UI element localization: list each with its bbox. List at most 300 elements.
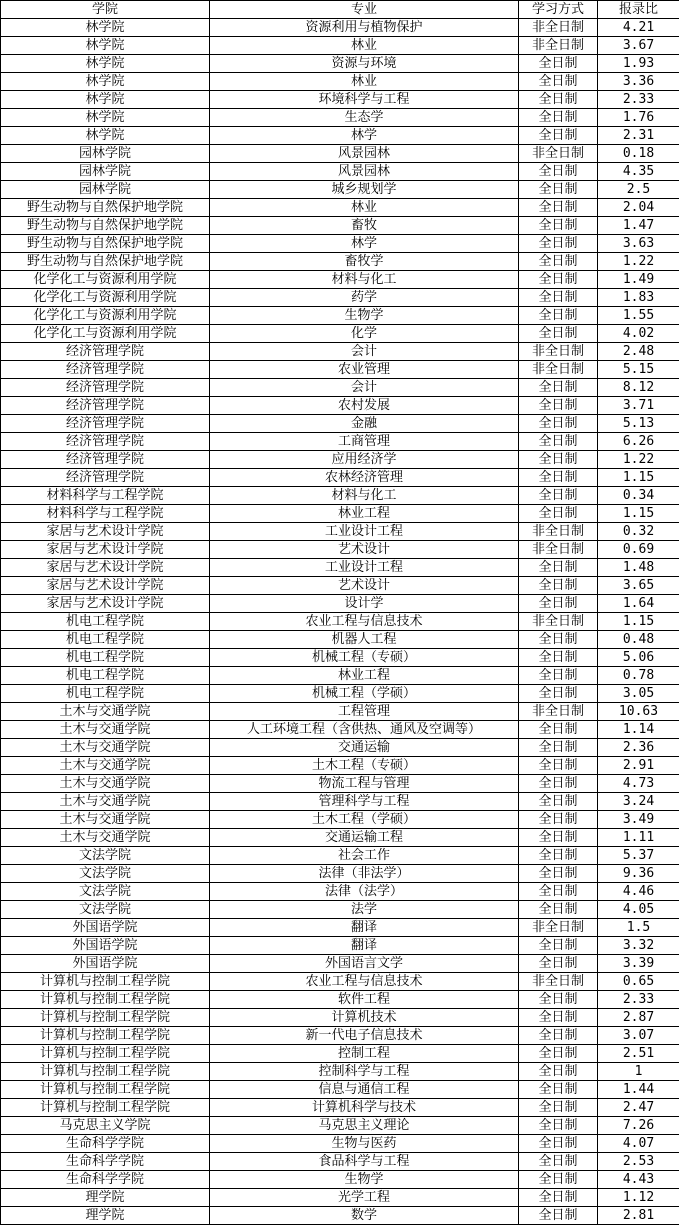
- table-row: [1, 1189, 679, 1207]
- table-row: [1, 469, 679, 487]
- college-cell: 家居与艺术设计学院: [1, 559, 210, 577]
- study-mode-cell: 全日制: [519, 1027, 598, 1045]
- table-row: [1, 1135, 679, 1153]
- ratio-cell: 1.15: [598, 505, 679, 523]
- study-mode-cell: 非全日制: [519, 37, 598, 55]
- study-mode-cell: 全日制: [519, 1135, 598, 1153]
- study-mode-cell: 全日制: [519, 181, 598, 199]
- ratio-cell: 3.05: [598, 685, 679, 703]
- major-cell: 光学工程: [210, 1189, 519, 1207]
- college-cell: 野生动物与自然保护地学院: [1, 253, 210, 271]
- study-mode-cell: 全日制: [519, 505, 598, 523]
- ratio-cell: 1.44: [598, 1081, 679, 1099]
- college-cell: 计算机与控制工程学院: [1, 1009, 210, 1027]
- study-mode-cell: 全日制: [519, 721, 598, 739]
- study-mode-cell: 全日制: [519, 55, 598, 73]
- major-cell: 食品科学与工程: [210, 1153, 519, 1171]
- ratio-cell: 5.13: [598, 415, 679, 433]
- ratio-cell: 0.32: [598, 523, 679, 541]
- ratio-cell: 1.15: [598, 613, 679, 631]
- ratio-cell: 5.06: [598, 649, 679, 667]
- ratio-cell: 4.21: [598, 19, 679, 37]
- study-mode-cell: 非全日制: [519, 19, 598, 37]
- study-mode-cell: 全日制: [519, 811, 598, 829]
- study-mode-cell: 全日制: [519, 433, 598, 451]
- ratio-cell: 2.5: [598, 181, 679, 199]
- major-cell: 林业: [210, 37, 519, 55]
- table-row: [1, 127, 679, 145]
- ratio-cell: 3.32: [598, 937, 679, 955]
- college-cell: 化学化工与资源利用学院: [1, 289, 210, 307]
- college-cell: 机电工程学院: [1, 613, 210, 631]
- college-cell: 家居与艺术设计学院: [1, 541, 210, 559]
- college-cell: 家居与艺术设计学院: [1, 577, 210, 595]
- table-row: [1, 811, 679, 829]
- study-mode-cell: 全日制: [519, 91, 598, 109]
- table-row: [1, 703, 679, 721]
- major-cell: 交通运输工程: [210, 829, 519, 847]
- ratio-cell: 1.22: [598, 253, 679, 271]
- table-row: [1, 289, 679, 307]
- table-row: [1, 865, 679, 883]
- major-cell: 数学: [210, 1207, 519, 1225]
- study-mode-cell: 非全日制: [519, 703, 598, 721]
- major-cell: 农林经济管理: [210, 469, 519, 487]
- ratio-cell: 2.81: [598, 1207, 679, 1225]
- study-mode-cell: 全日制: [519, 397, 598, 415]
- ratio-cell: 2.47: [598, 1099, 679, 1117]
- college-cell: 林学院: [1, 55, 210, 73]
- table-row: [1, 595, 679, 613]
- table-row: [1, 271, 679, 289]
- major-cell: 新一代电子信息技术: [210, 1027, 519, 1045]
- study-mode-cell: 全日制: [519, 685, 598, 703]
- study-mode-cell: 全日制: [519, 109, 598, 127]
- major-cell: 土木工程（专硕）: [210, 757, 519, 775]
- college-cell: 材料科学与工程学院: [1, 505, 210, 523]
- college-cell: 化学化工与资源利用学院: [1, 307, 210, 325]
- study-mode-cell: 全日制: [519, 1045, 598, 1063]
- major-cell: 设计学: [210, 595, 519, 613]
- college-cell: 土木与交通学院: [1, 739, 210, 757]
- college-cell: 计算机与控制工程学院: [1, 1045, 210, 1063]
- table-row: [1, 883, 679, 901]
- ratio-cell: 2.31: [598, 127, 679, 145]
- table-row: [1, 37, 679, 55]
- table-row: [1, 721, 679, 739]
- college-cell: 经济管理学院: [1, 397, 210, 415]
- table-row: [1, 361, 679, 379]
- ratio-cell: 1.22: [598, 451, 679, 469]
- table-row: [1, 253, 679, 271]
- college-cell: 林学院: [1, 73, 210, 91]
- major-cell: 机器人工程: [210, 631, 519, 649]
- ratio-cell: 1.83: [598, 289, 679, 307]
- study-mode-cell: 非全日制: [519, 343, 598, 361]
- study-mode-cell: 全日制: [519, 577, 598, 595]
- study-mode-cell: 全日制: [519, 865, 598, 883]
- study-mode-cell: 全日制: [519, 667, 598, 685]
- table-row: [1, 667, 679, 685]
- table-body: [1, 19, 679, 1225]
- ratio-cell: 1.15: [598, 469, 679, 487]
- table-row: [1, 1081, 679, 1099]
- college-cell: 家居与艺术设计学院: [1, 523, 210, 541]
- ratio-cell: 2.91: [598, 757, 679, 775]
- major-cell: 软件工程: [210, 991, 519, 1009]
- ratio-cell: 4.35: [598, 163, 679, 181]
- major-cell: 林业工程: [210, 505, 519, 523]
- major-cell: 林学: [210, 235, 519, 253]
- ratio-cell: 0.69: [598, 541, 679, 559]
- ratio-cell: 0.34: [598, 487, 679, 505]
- college-cell: 林学院: [1, 37, 210, 55]
- major-cell: 农业工程与信息技术: [210, 613, 519, 631]
- study-mode-cell: 全日制: [519, 379, 598, 397]
- major-cell: 林业: [210, 73, 519, 91]
- header-row: [1, 1, 679, 19]
- ratio-cell: 0.18: [598, 145, 679, 163]
- table-row: [1, 325, 679, 343]
- study-mode-cell: 非全日制: [519, 523, 598, 541]
- major-cell: 生物与医药: [210, 1135, 519, 1153]
- ratio-cell: 2.33: [598, 91, 679, 109]
- ratio-cell: 1.49: [598, 271, 679, 289]
- ratio-cell: 8.12: [598, 379, 679, 397]
- study-mode-cell: 全日制: [519, 325, 598, 343]
- ratio-cell: 1.14: [598, 721, 679, 739]
- ratio-cell: 3.39: [598, 955, 679, 973]
- college-cell: 园林学院: [1, 163, 210, 181]
- college-cell: 机电工程学院: [1, 631, 210, 649]
- header-college: 学院: [1, 1, 210, 19]
- college-cell: 土木与交通学院: [1, 775, 210, 793]
- ratio-cell: 5.15: [598, 361, 679, 379]
- table-row: [1, 19, 679, 37]
- major-cell: 应用经济学: [210, 451, 519, 469]
- study-mode-cell: 全日制: [519, 163, 598, 181]
- study-mode-cell: 全日制: [519, 757, 598, 775]
- ratio-cell: 10.63: [598, 703, 679, 721]
- table-row: [1, 955, 679, 973]
- college-cell: 经济管理学院: [1, 415, 210, 433]
- ratio-cell: 4.02: [598, 325, 679, 343]
- major-cell: 外国语言文学: [210, 955, 519, 973]
- study-mode-cell: 全日制: [519, 847, 598, 865]
- major-cell: 生态学: [210, 109, 519, 127]
- college-cell: 林学院: [1, 127, 210, 145]
- ratio-cell: 2.53: [598, 1153, 679, 1171]
- major-cell: 化学: [210, 325, 519, 343]
- major-cell: 工业设计工程: [210, 559, 519, 577]
- ratio-cell: 4.46: [598, 883, 679, 901]
- study-mode-cell: 全日制: [519, 1207, 598, 1225]
- table-row: [1, 91, 679, 109]
- college-cell: 化学化工与资源利用学院: [1, 325, 210, 343]
- study-mode-cell: 全日制: [519, 1117, 598, 1135]
- study-mode-cell: 全日制: [519, 289, 598, 307]
- major-cell: 机械工程（学硕）: [210, 685, 519, 703]
- table-row: [1, 793, 679, 811]
- table-row: [1, 217, 679, 235]
- college-cell: 林学院: [1, 91, 210, 109]
- ratio-cell: 5.37: [598, 847, 679, 865]
- college-cell: 土木与交通学院: [1, 829, 210, 847]
- ratio-cell: 3.49: [598, 811, 679, 829]
- table-row: [1, 847, 679, 865]
- college-cell: 土木与交通学院: [1, 793, 210, 811]
- major-cell: 风景园林: [210, 145, 519, 163]
- study-mode-cell: 全日制: [519, 937, 598, 955]
- study-mode-cell: 全日制: [519, 307, 598, 325]
- ratio-cell: 4.43: [598, 1171, 679, 1189]
- ratio-cell: 6.26: [598, 433, 679, 451]
- college-cell: 经济管理学院: [1, 433, 210, 451]
- major-cell: 土木工程（学硕）: [210, 811, 519, 829]
- study-mode-cell: 非全日制: [519, 361, 598, 379]
- college-cell: 野生动物与自然保护地学院: [1, 235, 210, 253]
- major-cell: 农村发展: [210, 397, 519, 415]
- college-cell: 经济管理学院: [1, 469, 210, 487]
- table-row: [1, 1063, 679, 1081]
- ratio-cell: 2.51: [598, 1045, 679, 1063]
- ratio-cell: 9.36: [598, 865, 679, 883]
- major-cell: 法律（法学）: [210, 883, 519, 901]
- study-mode-cell: 非全日制: [519, 541, 598, 559]
- table-row: [1, 1099, 679, 1117]
- major-cell: 艺术设计: [210, 541, 519, 559]
- table-row: [1, 73, 679, 91]
- table-row: [1, 1153, 679, 1171]
- study-mode-cell: 全日制: [519, 595, 598, 613]
- college-cell: 土木与交通学院: [1, 703, 210, 721]
- study-mode-cell: 全日制: [519, 559, 598, 577]
- ratio-cell: 1.93: [598, 55, 679, 73]
- table-row: [1, 379, 679, 397]
- table-row: [1, 397, 679, 415]
- college-cell: 外国语学院: [1, 937, 210, 955]
- table-row: [1, 829, 679, 847]
- study-mode-cell: 全日制: [519, 271, 598, 289]
- table-row: [1, 1171, 679, 1189]
- study-mode-cell: 全日制: [519, 199, 598, 217]
- ratio-cell: 2.33: [598, 991, 679, 1009]
- table-row: [1, 1009, 679, 1027]
- study-mode-cell: 全日制: [519, 901, 598, 919]
- study-mode-cell: 全日制: [519, 1153, 598, 1171]
- college-cell: 文法学院: [1, 847, 210, 865]
- major-cell: 药学: [210, 289, 519, 307]
- study-mode-cell: 全日制: [519, 1063, 598, 1081]
- major-cell: 会计: [210, 379, 519, 397]
- college-cell: 园林学院: [1, 145, 210, 163]
- major-cell: 林业工程: [210, 667, 519, 685]
- study-mode-cell: 全日制: [519, 649, 598, 667]
- major-cell: 林业: [210, 199, 519, 217]
- study-mode-cell: 全日制: [519, 451, 598, 469]
- study-mode-cell: 全日制: [519, 739, 598, 757]
- study-mode-cell: 全日制: [519, 1081, 598, 1099]
- table-row: [1, 163, 679, 181]
- college-cell: 计算机与控制工程学院: [1, 991, 210, 1009]
- study-mode-cell: 全日制: [519, 469, 598, 487]
- study-mode-cell: 全日制: [519, 253, 598, 271]
- college-cell: 计算机与控制工程学院: [1, 1099, 210, 1117]
- table-row: [1, 109, 679, 127]
- major-cell: 城乡规划学: [210, 181, 519, 199]
- ratio-cell: 3.24: [598, 793, 679, 811]
- college-cell: 文法学院: [1, 883, 210, 901]
- major-cell: 物流工程与管理: [210, 775, 519, 793]
- ratio-cell: 0.48: [598, 631, 679, 649]
- study-mode-cell: 全日制: [519, 955, 598, 973]
- ratio-cell: 0.65: [598, 973, 679, 991]
- major-cell: 工业设计工程: [210, 523, 519, 541]
- study-mode-cell: 全日制: [519, 73, 598, 91]
- study-mode-cell: 全日制: [519, 775, 598, 793]
- college-cell: 机电工程学院: [1, 667, 210, 685]
- major-cell: 农业管理: [210, 361, 519, 379]
- table-row: [1, 541, 679, 559]
- table-row: [1, 937, 679, 955]
- table-row: [1, 487, 679, 505]
- major-cell: 法学: [210, 901, 519, 919]
- study-mode-cell: 非全日制: [519, 145, 598, 163]
- table-row: [1, 199, 679, 217]
- major-cell: 风景园林: [210, 163, 519, 181]
- college-cell: 经济管理学院: [1, 361, 210, 379]
- table-row: [1, 919, 679, 937]
- college-cell: 林学院: [1, 19, 210, 37]
- college-cell: 土木与交通学院: [1, 757, 210, 775]
- ratio-cell: 3.63: [598, 235, 679, 253]
- table-row: [1, 739, 679, 757]
- ratio-cell: 4.07: [598, 1135, 679, 1153]
- table-row: [1, 55, 679, 73]
- major-cell: 工商管理: [210, 433, 519, 451]
- study-mode-cell: 非全日制: [519, 919, 598, 937]
- ratio-cell: 1.12: [598, 1189, 679, 1207]
- college-cell: 家居与艺术设计学院: [1, 595, 210, 613]
- ratio-cell: 1.55: [598, 307, 679, 325]
- table-row: [1, 235, 679, 253]
- ratio-cell: 1.11: [598, 829, 679, 847]
- table-row: [1, 505, 679, 523]
- table-row: [1, 523, 679, 541]
- table-row: [1, 343, 679, 361]
- ratio-cell: 1.47: [598, 217, 679, 235]
- college-cell: 林学院: [1, 109, 210, 127]
- major-cell: 翻译: [210, 937, 519, 955]
- major-cell: 生物学: [210, 1171, 519, 1189]
- major-cell: 机械工程（专硕）: [210, 649, 519, 667]
- table-row: [1, 145, 679, 163]
- college-cell: 野生动物与自然保护地学院: [1, 217, 210, 235]
- table-row: [1, 775, 679, 793]
- college-cell: 材料科学与工程学院: [1, 487, 210, 505]
- college-cell: 经济管理学院: [1, 379, 210, 397]
- major-cell: 计算机技术: [210, 1009, 519, 1027]
- ratio-cell: 3.65: [598, 577, 679, 595]
- study-mode-cell: 全日制: [519, 991, 598, 1009]
- ratio-cell: 2.87: [598, 1009, 679, 1027]
- major-cell: 农业工程与信息技术: [210, 973, 519, 991]
- study-mode-cell: 全日制: [519, 1189, 598, 1207]
- major-cell: 法律（非法学）: [210, 865, 519, 883]
- major-cell: 会计: [210, 343, 519, 361]
- college-cell: 生命科学学院: [1, 1135, 210, 1153]
- ratio-cell: 2.36: [598, 739, 679, 757]
- study-mode-cell: 全日制: [519, 415, 598, 433]
- major-cell: 材料与化工: [210, 271, 519, 289]
- college-cell: 野生动物与自然保护地学院: [1, 199, 210, 217]
- major-cell: 生物学: [210, 307, 519, 325]
- major-cell: 工程管理: [210, 703, 519, 721]
- ratio-cell: 4.73: [598, 775, 679, 793]
- table-row: [1, 649, 679, 667]
- table-row: [1, 1045, 679, 1063]
- table-row: [1, 631, 679, 649]
- major-cell: 材料与化工: [210, 487, 519, 505]
- major-cell: 畜牧学: [210, 253, 519, 271]
- college-cell: 计算机与控制工程学院: [1, 1063, 210, 1081]
- ratio-cell: 4.05: [598, 901, 679, 919]
- major-cell: 人工环境工程（含供热、通风及空调等）: [210, 721, 519, 739]
- study-mode-cell: 非全日制: [519, 973, 598, 991]
- major-cell: 管理科学与工程: [210, 793, 519, 811]
- table-row: [1, 901, 679, 919]
- study-mode-cell: 全日制: [519, 487, 598, 505]
- header-study-mode: 学习方式: [519, 1, 598, 19]
- major-cell: 控制科学与工程: [210, 1063, 519, 1081]
- major-cell: 控制工程: [210, 1045, 519, 1063]
- college-cell: 理学院: [1, 1189, 210, 1207]
- college-cell: 外国语学院: [1, 919, 210, 937]
- college-cell: 土木与交通学院: [1, 811, 210, 829]
- study-mode-cell: 全日制: [519, 1009, 598, 1027]
- major-cell: 计算机科学与技术: [210, 1099, 519, 1117]
- table-row: [1, 685, 679, 703]
- college-cell: 理学院: [1, 1207, 210, 1225]
- college-cell: 马克思主义学院: [1, 1117, 210, 1135]
- ratio-cell: 1.5: [598, 919, 679, 937]
- ratio-cell: 2.04: [598, 199, 679, 217]
- ratio-cell: 1: [598, 1063, 679, 1081]
- major-cell: 艺术设计: [210, 577, 519, 595]
- table-row: [1, 559, 679, 577]
- table-row: [1, 577, 679, 595]
- table-row: [1, 433, 679, 451]
- major-cell: 资源利用与植物保护: [210, 19, 519, 37]
- college-cell: 经济管理学院: [1, 343, 210, 361]
- major-cell: 交通运输: [210, 739, 519, 757]
- table-row: [1, 307, 679, 325]
- college-cell: 文法学院: [1, 865, 210, 883]
- table-row: [1, 973, 679, 991]
- study-mode-cell: 全日制: [519, 829, 598, 847]
- ratio-cell: 7.26: [598, 1117, 679, 1135]
- table-row: [1, 181, 679, 199]
- college-cell: 机电工程学院: [1, 685, 210, 703]
- college-cell: 文法学院: [1, 901, 210, 919]
- table-row: [1, 451, 679, 469]
- ratio-cell: 3.07: [598, 1027, 679, 1045]
- study-mode-cell: 全日制: [519, 1171, 598, 1189]
- major-cell: 畜牧: [210, 217, 519, 235]
- study-mode-cell: 全日制: [519, 883, 598, 901]
- ratio-cell: 0.78: [598, 667, 679, 685]
- college-cell: 化学化工与资源利用学院: [1, 271, 210, 289]
